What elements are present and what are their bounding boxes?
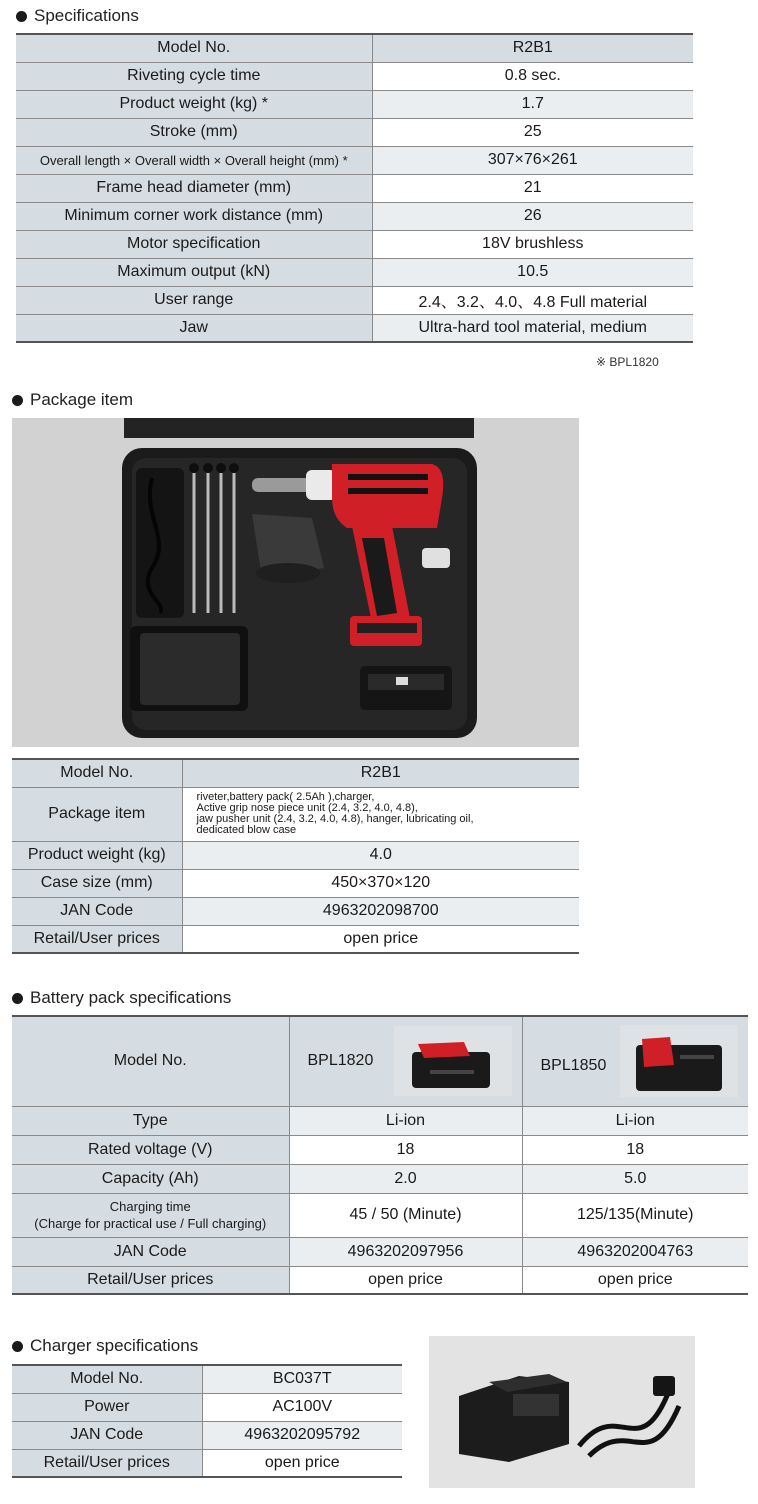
charger-photo: [429, 1336, 695, 1488]
spec-label: Stroke (mm): [16, 118, 372, 146]
battery-label: Rated voltage (V): [12, 1135, 289, 1164]
battery-value: 45 / 50 (Minute): [289, 1193, 522, 1237]
battery-bpl1850-image: [620, 1025, 738, 1097]
section-title: Specifications: [34, 6, 139, 25]
package-value: 450×370×120: [182, 869, 579, 897]
battery-value: 5.0: [522, 1164, 748, 1193]
spec-label: Jaw: [16, 314, 372, 342]
charger-value: BC037T: [202, 1365, 402, 1393]
spec-value: 26: [372, 202, 693, 230]
battery-model-a: [289, 1016, 522, 1106]
package-value: R2B1: [182, 759, 579, 787]
package-table: [12, 758, 579, 954]
charger-label: Power: [12, 1393, 202, 1421]
package-value: riveter,battery pack( 2.5Ah ),charger, Active grip nose piece unit (2.4, 3.2, 4.0, 4.8), jaw pusher unit (2.4, 3.2, 4.0, 4.8), hanger, lubricating oil, dedicated blow case: [182, 787, 579, 841]
section-title: Battery pack specifications: [30, 988, 232, 1007]
spec-row: [16, 286, 693, 314]
spec-value: 0.8 sec.: [372, 62, 693, 90]
section-heading-charger: [12, 1336, 198, 1356]
tool-case-illustration: [12, 418, 579, 747]
charger-illustration: [429, 1336, 695, 1488]
battery-value: open price: [522, 1266, 748, 1294]
spec-row: [16, 202, 693, 230]
package-label: Case size (mm): [12, 869, 182, 897]
section-heading-battery: [12, 988, 231, 1008]
battery-label: Charging time (Charge for practical use / Full charging): [12, 1193, 289, 1237]
battery-label: Capacity (Ah): [12, 1164, 289, 1193]
charger-row: [12, 1421, 402, 1449]
battery-model-b-name: BPL1850: [540, 1057, 607, 1075]
package-row: [12, 787, 579, 841]
battery-row: [12, 1266, 748, 1294]
spec-row: [16, 230, 693, 258]
spec-label: Model No.: [16, 34, 372, 62]
spec-value: 2.4、3.2、4.0、4.8 Full material: [372, 286, 693, 314]
spec-value: 25: [372, 118, 693, 146]
battery-label: JAN Code: [12, 1237, 289, 1266]
package-row: [12, 869, 579, 897]
package-label: Package item: [12, 787, 182, 841]
bullet-icon: [12, 395, 23, 406]
charger-table: [12, 1364, 402, 1478]
spec-value: 1.7: [372, 90, 693, 118]
package-label: Retail/User prices: [12, 925, 182, 953]
spec-label: Overall length × Overall width × Overall height (mm) *: [16, 146, 372, 174]
section-heading-package: [12, 390, 133, 410]
spec-label: User range: [16, 286, 372, 314]
spec-row: [16, 314, 693, 342]
package-label: Model No.: [12, 759, 182, 787]
battery-row: [12, 1106, 748, 1135]
package-value: 4.0: [182, 841, 579, 869]
battery-model-label: Model No.: [12, 1016, 289, 1106]
spec-value: 307×76×261: [372, 146, 693, 174]
battery-row: [12, 1135, 748, 1164]
spec-value: 21: [372, 174, 693, 202]
battery-value: 125/135(Minute): [522, 1193, 748, 1237]
package-row: [12, 841, 579, 869]
charger-label: Retail/User prices: [12, 1449, 202, 1477]
spec-label: Motor specification: [16, 230, 372, 258]
spec-row: [16, 258, 693, 286]
spec-note: ※ BPL1820: [596, 355, 659, 369]
spec-label: Minimum corner work distance (mm): [16, 202, 372, 230]
battery-value: 4963202097956: [289, 1237, 522, 1266]
battery-value: 4963202004763: [522, 1237, 748, 1266]
package-value: open price: [182, 925, 579, 953]
battery-label: Type: [12, 1106, 289, 1135]
bullet-icon: [16, 11, 27, 22]
bullet-icon: [12, 1341, 23, 1352]
package-row: [12, 897, 579, 925]
package-label: Product weight (kg): [12, 841, 182, 869]
battery-label: Retail/User prices: [12, 1266, 289, 1294]
charger-value: 4963202095792: [202, 1421, 402, 1449]
charger-label: Model No.: [12, 1365, 202, 1393]
battery-value: open price: [289, 1266, 522, 1294]
spec-label: Riveting cycle time: [16, 62, 372, 90]
charger-value: open price: [202, 1449, 402, 1477]
section-heading-specifications: [16, 6, 139, 26]
package-row: [12, 759, 579, 787]
battery-row: [12, 1193, 748, 1237]
spec-value: Ultra-hard tool material, medium: [372, 314, 693, 342]
package-label: JAN Code: [12, 897, 182, 925]
section-title: Charger specifications: [30, 1336, 199, 1355]
spec-row: [16, 90, 693, 118]
spec-value: 10.5: [372, 258, 693, 286]
battery-bpl1820-image: [394, 1026, 512, 1096]
spec-row: [16, 62, 693, 90]
battery-value: 18: [289, 1135, 522, 1164]
charger-row: [12, 1449, 402, 1477]
bullet-icon: [12, 993, 23, 1004]
battery-value: Li-ion: [289, 1106, 522, 1135]
package-value: 4963202098700: [182, 897, 579, 925]
battery-value: 18: [522, 1135, 748, 1164]
battery-model-b: [522, 1016, 748, 1106]
battery-value: 2.0: [289, 1164, 522, 1193]
charger-row: [12, 1365, 402, 1393]
spec-value: 18V brushless: [372, 230, 693, 258]
package-photo: [12, 418, 579, 747]
spec-label: Frame head diameter (mm): [16, 174, 372, 202]
battery-row: [12, 1237, 748, 1266]
spec-label: Maximum output (kN): [16, 258, 372, 286]
battery-model-a-name: BPL1820: [307, 1052, 374, 1070]
spec-row: [16, 174, 693, 202]
spec-value: R2B1: [372, 34, 693, 62]
spec-row: [16, 146, 693, 174]
spec-label: Product weight (kg) *: [16, 90, 372, 118]
battery-row: [12, 1164, 748, 1193]
charger-value: AC100V: [202, 1393, 402, 1421]
package-row: [12, 925, 579, 953]
specifications-table: [16, 33, 693, 343]
battery-table: [12, 1015, 748, 1295]
spec-row: [16, 118, 693, 146]
section-title: Package item: [30, 390, 133, 409]
charger-row: [12, 1393, 402, 1421]
charger-label: JAN Code: [12, 1421, 202, 1449]
spec-row: [16, 34, 693, 62]
battery-value: Li-ion: [522, 1106, 748, 1135]
